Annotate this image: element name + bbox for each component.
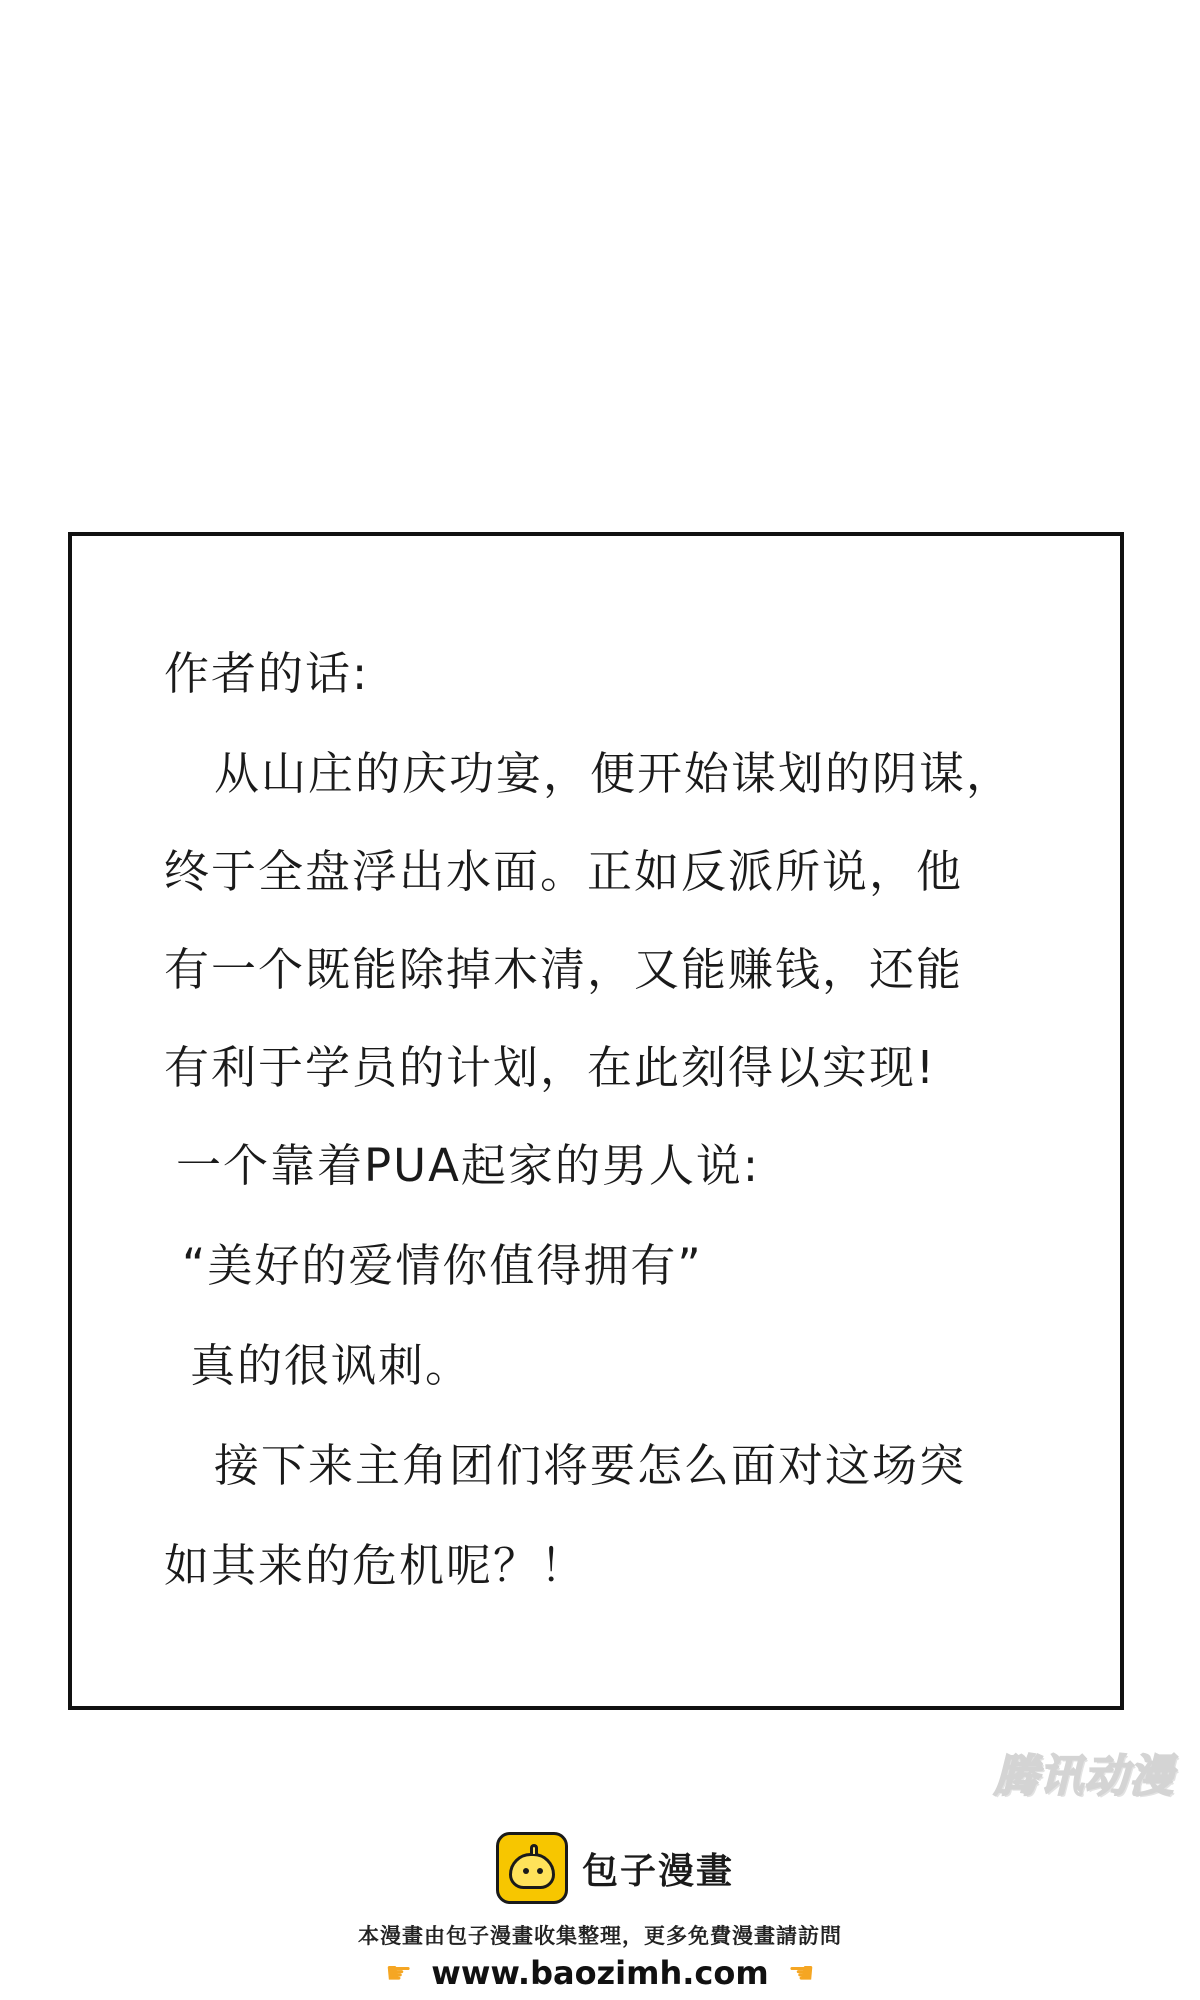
note-title: 作者的话:: [164, 647, 370, 700]
note-line-7: 真的很讽刺。: [190, 1339, 473, 1392]
site-url-link[interactable]: www.baozimh.com: [431, 1954, 769, 1992]
pointing-right-hand-icon: ☛: [385, 1955, 413, 1991]
baozi-logo-icon: [496, 1832, 568, 1904]
note-line-9: 如其来的危机呢？！: [164, 1539, 588, 1592]
credit-text: 本漫畫由包子漫畫收集整理，更多免費漫畫請訪問: [358, 1924, 842, 1948]
note-line-2: 终于全盘浮出水面。正如反派所说，他: [164, 845, 964, 898]
author-note-box: [68, 532, 1124, 1710]
pointing-left-hand-icon: ☚: [787, 1955, 815, 1991]
note-line-4: 有利于学员的计划，在此刻得以实现!: [164, 1041, 937, 1094]
note-line-6: “美好的爱情你值得拥有”: [182, 1239, 703, 1292]
note-line-1: 从山庄的庆功宴，便开始谋划的阴谋，: [214, 747, 1014, 800]
url-row[interactable]: [0, 1954, 1200, 1992]
note-line-5: 一个靠着PUA起家的男人说:: [176, 1139, 761, 1192]
brand-name: 包子漫畫: [582, 1850, 735, 1892]
brand-row[interactable]: [496, 1832, 734, 1904]
tencent-comic-watermark: 腾讯动漫: [994, 1751, 1174, 1802]
note-line-3: 有一个既能除掉木清，又能赚钱，还能: [164, 943, 964, 996]
note-line-8: 接下来主角团们将要怎么面对这场突: [214, 1439, 967, 1492]
